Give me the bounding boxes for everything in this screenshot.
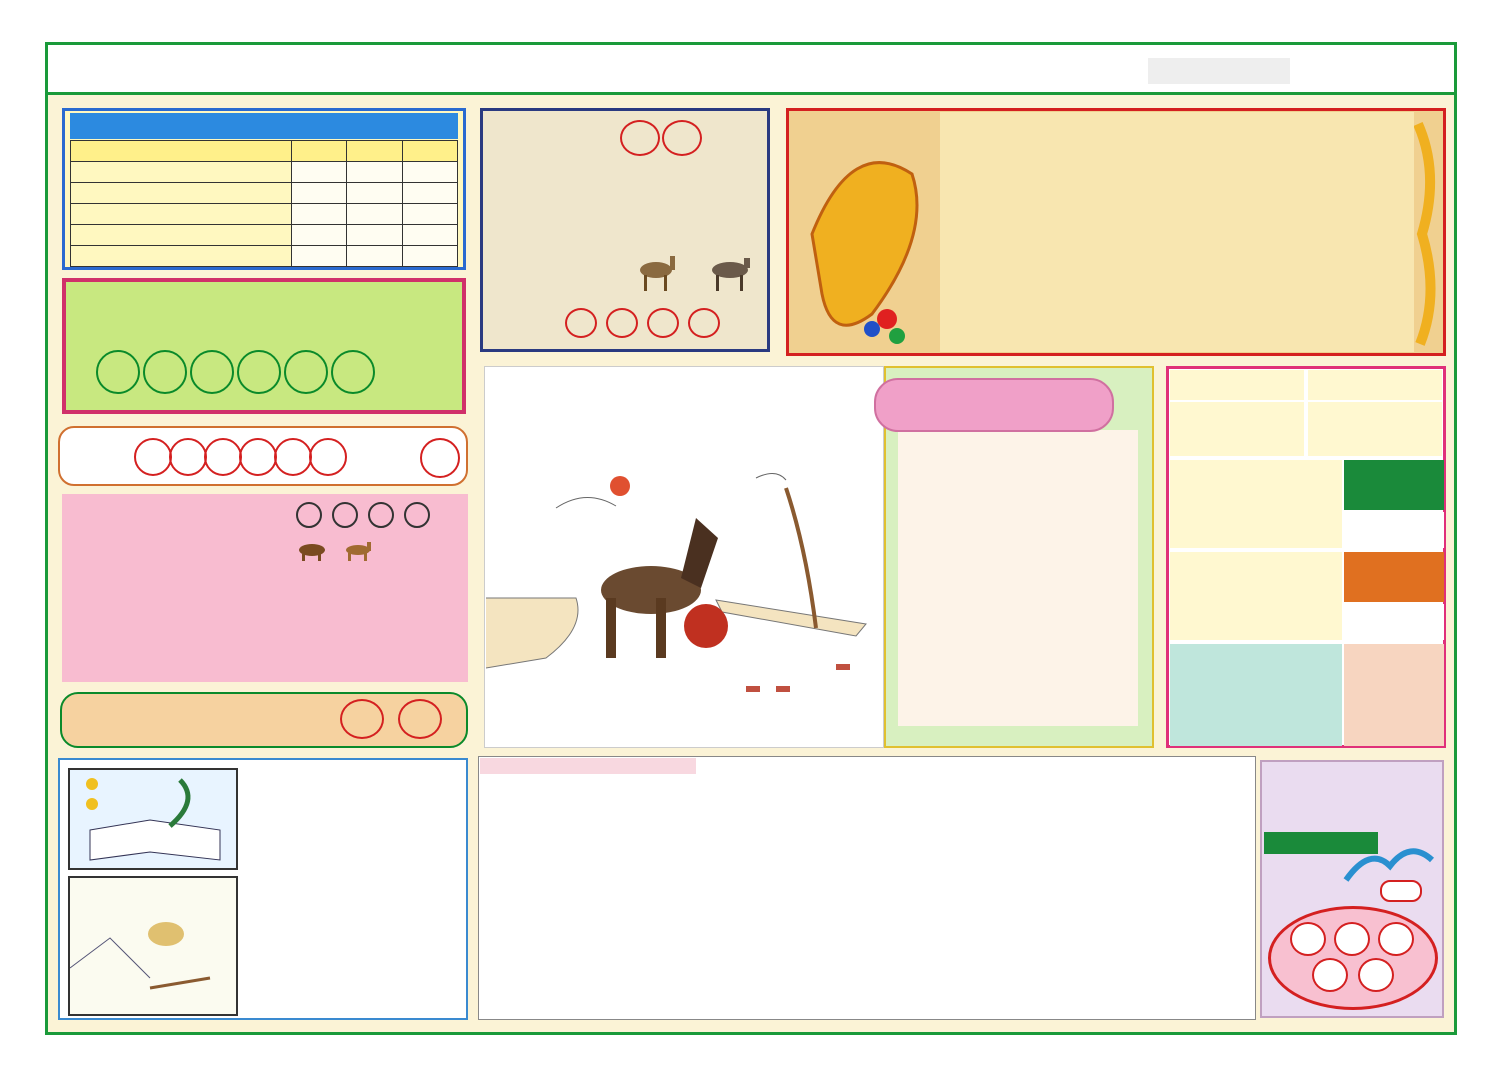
max-cell [292, 246, 347, 267]
min-cell [347, 204, 402, 225]
featured-number [1344, 644, 1444, 746]
column-header [402, 141, 457, 162]
number-ball [1312, 958, 1348, 992]
today-header-2 [1308, 370, 1442, 400]
number-ball [1290, 922, 1326, 956]
door-table-header [71, 141, 458, 162]
table-row [71, 225, 458, 246]
result-number-1 [1170, 460, 1342, 548]
bird-icon [1340, 836, 1436, 886]
door-cell [71, 204, 292, 225]
count-tag-2 [1344, 552, 1444, 602]
branch-icon [786, 488, 816, 628]
zodiac-images [630, 250, 760, 296]
previous-special [420, 438, 460, 482]
issue-number [1148, 58, 1290, 84]
offer-cell [402, 162, 457, 183]
number-ball [204, 438, 242, 476]
offer-cell [402, 183, 457, 204]
dog-illustration [486, 368, 882, 746]
number-ball [398, 699, 442, 739]
number-ball [274, 438, 312, 476]
number-ball [606, 308, 638, 338]
bird-picture [68, 876, 238, 1016]
result-number-2 [1170, 552, 1342, 640]
column-header [292, 141, 347, 162]
table-row [71, 246, 458, 267]
previous-numbers [134, 438, 344, 480]
number-ball [340, 699, 384, 739]
number-ball [96, 350, 140, 394]
poem-scroll [898, 430, 1138, 726]
number-ball [309, 438, 347, 476]
count-tag-1 [1344, 460, 1444, 510]
min-cell [347, 225, 402, 246]
dragon-decoration [792, 114, 940, 350]
provide-numbers [565, 308, 729, 342]
max-cell [292, 204, 347, 225]
results-header [480, 758, 696, 774]
number-ball [169, 438, 207, 476]
table-row [71, 204, 458, 225]
number-ball [368, 502, 394, 528]
number-ball [647, 308, 679, 338]
number-ball [143, 350, 187, 394]
door-table-title [70, 113, 458, 139]
computer-numbers [96, 350, 378, 398]
offer-cell [402, 246, 457, 267]
number-ball [688, 308, 720, 338]
zodiac-animals [296, 538, 386, 562]
max-cell [292, 183, 347, 204]
count-value-1 [1344, 512, 1444, 548]
fame-box [1170, 644, 1342, 746]
number-ball [620, 120, 660, 156]
bird-icon [70, 878, 236, 1014]
number-ball [1334, 922, 1370, 956]
number-ball [237, 350, 281, 394]
book-icon [70, 770, 236, 868]
ribbon-decoration [1414, 114, 1444, 350]
today-header-1 [1170, 370, 1304, 400]
column-header [71, 141, 292, 162]
number-ball [565, 308, 597, 338]
number-ball [296, 502, 322, 528]
strategy-tag [1380, 880, 1422, 902]
door-cell [71, 225, 292, 246]
number-ball [404, 502, 430, 528]
offer-cell [402, 204, 457, 225]
door-cell [71, 183, 292, 204]
book-picture [68, 768, 238, 870]
special-ball [420, 438, 460, 478]
number-ball [662, 120, 702, 156]
special-numbers [620, 120, 704, 160]
odd-even [1308, 402, 1442, 456]
big-small [1170, 402, 1304, 456]
min-cell [347, 246, 402, 267]
ad-blank-area [940, 112, 1414, 352]
treasure-banner [874, 378, 1114, 432]
number-ball [331, 350, 375, 394]
count-value-2 [1344, 604, 1444, 640]
results-grid [698, 760, 1254, 1018]
max-cell [292, 162, 347, 183]
number-ball [190, 350, 234, 394]
number-ball [1358, 958, 1394, 992]
min-cell [347, 183, 402, 204]
door-cell [71, 246, 292, 267]
number-ball [134, 438, 172, 476]
ball-icon [684, 604, 728, 648]
number-ball [332, 502, 358, 528]
number-ball [284, 350, 328, 394]
number-ball [1378, 922, 1414, 956]
sisters-numbers [340, 699, 456, 743]
door-cell [71, 162, 292, 183]
table-row [71, 162, 458, 183]
column-header [347, 141, 402, 162]
luck-numbers [296, 502, 440, 532]
table-row [71, 183, 458, 204]
number-ball [239, 438, 277, 476]
max-cell [292, 225, 347, 246]
sun-icon [610, 476, 630, 496]
offer-cell [402, 225, 457, 246]
door-table [70, 140, 458, 267]
min-cell [347, 162, 402, 183]
